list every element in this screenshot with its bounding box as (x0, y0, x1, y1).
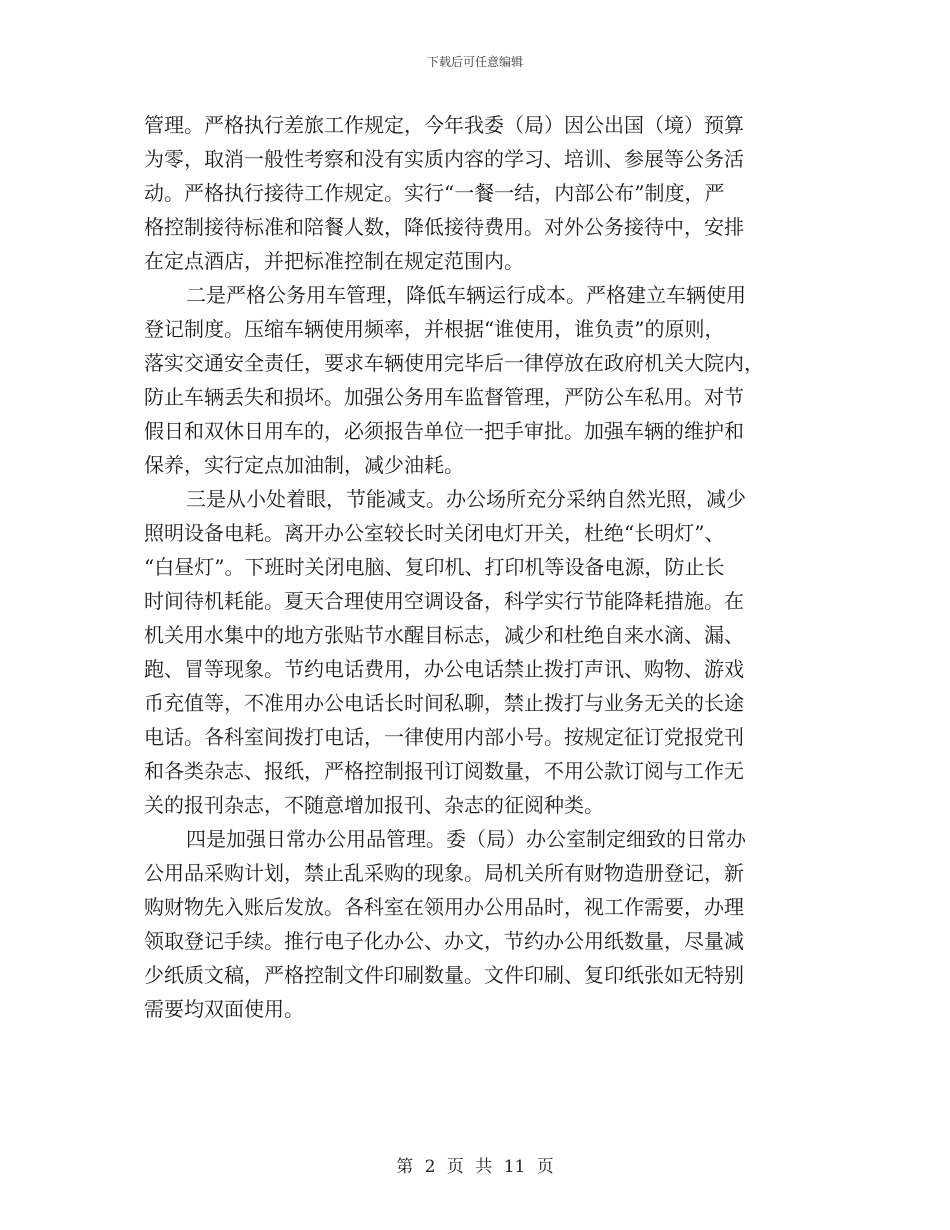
text-line: 电话。各科室间拨打电话，一律使用内部小号。按规定征订党报党刊 (144, 725, 744, 749)
text-line: 公用品采购计划，禁止乱采购的现象。局机关所有财物造册登记，新 (144, 861, 744, 885)
text-line: 防止车辆丢失和损坏。加强公务用车监督管理，严防公车私用。对节 (144, 385, 744, 409)
text-line: 购财物先入账后发放。各科室在领用办公用品时，视工作需要，办理 (144, 895, 744, 919)
paragraph-start: 三是从小处着眼，节能减支。办公场所充分采纳自然光照，减少 (186, 487, 746, 511)
text-line: 登记制度。压缩车辆使用频率，并根据“谁使用，谁负责”的原则， (144, 317, 725, 341)
text-line: 时间待机耗能。夏天合理使用空调设备，科学实行节能降耗措施。在 (144, 589, 744, 613)
text-line: 落实交通安全责任，要求车辆使用完毕后一律停放在政府机关大院内， (144, 351, 764, 375)
text-line: 需要均双面使用。 (144, 997, 304, 1021)
text-line: 机关用水集中的地方张贴节水醒目标志，减少和杜绝自来水滴、漏、 (144, 623, 744, 647)
text-line: 管理。严格执行差旅工作规定，今年我委（局）因公出国（境）预算 (144, 113, 744, 137)
paragraph-start: 四是加强日常办公用品管理。委（局）办公室制定细致的日常办 (186, 827, 746, 851)
text-line: 动。严格执行接待工作规定。实行“一餐一结，内部公布”制度，严 (144, 181, 725, 205)
text-line: 少纸质文稿，严格控制文件印刷数量。文件印刷、复印纸张如无特别 (144, 963, 744, 987)
text-line: 币充值等，不准用办公电话长时间私聊，禁止拨打与业务无关的长途 (144, 691, 744, 715)
text-line: 假日和双休日用车的，必须报告单位一把手审批。加强车辆的维护和 (144, 419, 744, 443)
document-body (144, 108, 804, 1026)
paragraph-start: 二是严格公务用车管理，降低车辆运行成本。严格建立车辆使用 (186, 283, 746, 307)
text-line: 照明设备电耗。离开办公室较长时关闭电灯开关，杜绝“长明灯”、 (144, 521, 725, 545)
header-note: 下载后可任意编辑 (426, 55, 523, 69)
text-line: 在定点酒店，并把标准控制在规定范围内。 (144, 249, 524, 273)
text-line: 关的报刊杂志，不随意增加报刊、杂志的征阅种类。 (144, 793, 604, 817)
text-line: 保养，实行定点加油制，减少油耗。 (144, 453, 464, 477)
text-line: 和各类杂志、报纸，严格控制报刊订阅数量，不用公款订阅与工作无 (144, 759, 744, 783)
text-line: “白昼灯”。下班时关闭电脑、复印机、打印机等设备电源，防止长 (144, 555, 725, 579)
text-line: 格控制接待标准和陪餐人数，降低接待费用。对外公务接待中，安排 (144, 215, 744, 239)
text-line: 跑、冒等现象。节约电话费用，办公电话禁止拨打声讯、购物、游戏 (144, 657, 744, 681)
text-line: 为零，取消一般性考察和没有实质内容的学习、培训、参展等公务活 (144, 147, 744, 171)
text-line: 领取登记手续。推行电子化办公、办文，节约办公用纸数量，尽量减 (144, 929, 744, 953)
page-number: 第 2 页 共 11 页 (396, 1157, 554, 1177)
